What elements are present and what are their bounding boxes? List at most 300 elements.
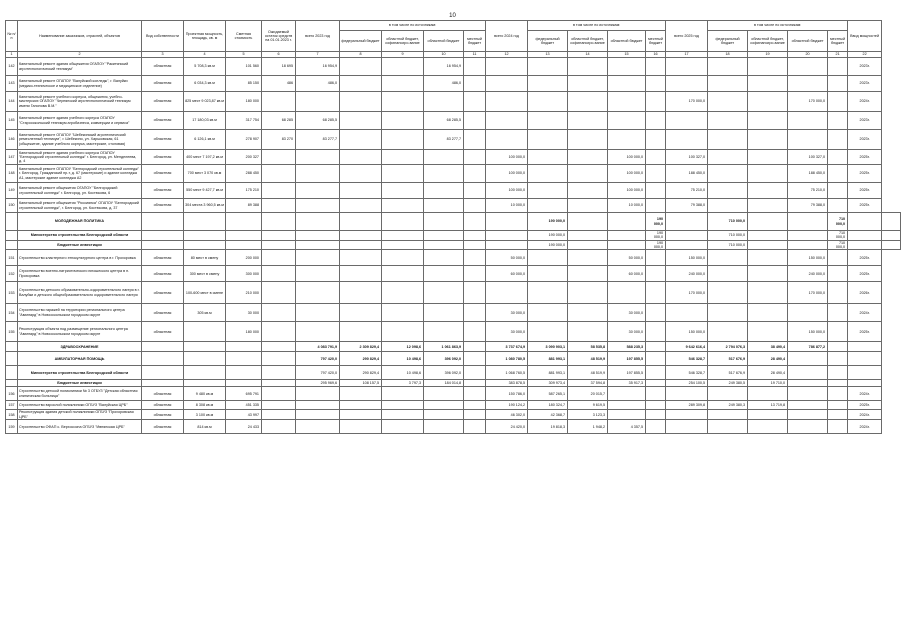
table-cell (708, 58, 748, 76)
table-cell: 89 388 (226, 199, 262, 213)
table-cell: 1 948,2 (568, 420, 608, 434)
table-cell: областная (142, 282, 184, 304)
table-cell: 10 498,6 (382, 352, 424, 366)
table-cell (464, 213, 486, 231)
table-cell (262, 150, 296, 165)
header-cell: федеральный бюджет (340, 31, 382, 52)
table-cell: 550 мест 9 427,7 кв.м (184, 183, 226, 199)
table-cell (528, 76, 568, 92)
table-cell: областная (142, 420, 184, 434)
table-cell: 881 993,1 (528, 366, 568, 380)
table-cell (788, 401, 828, 410)
table-cell: 16 954,9 (296, 58, 340, 76)
table-cell: областная (142, 266, 184, 282)
section-row (6, 240, 901, 250)
table-cell (708, 76, 748, 92)
table-cell: 150 000,0 (666, 322, 708, 342)
column-number-cell: 17 (666, 52, 708, 58)
table-cell (528, 150, 568, 165)
table-cell (708, 266, 748, 282)
header-cell: областной бюджет (788, 31, 828, 52)
table-cell: 797 420,0 (296, 352, 340, 366)
table-cell (424, 199, 464, 213)
table-cell: 289 309,8 (666, 401, 708, 410)
table-cell (296, 231, 340, 241)
table-cell (608, 410, 646, 420)
table-cell (828, 58, 848, 76)
table-cell (296, 266, 340, 282)
table-cell (788, 304, 828, 322)
table-cell: 38 490,4 (748, 342, 788, 352)
header-cell: № п/п (6, 21, 18, 52)
header-cell: областной бюджет, софинансиро-вание (568, 31, 608, 52)
table-cell: 10 498,6 (382, 366, 424, 380)
table-cell (646, 387, 666, 401)
table-cell: 2023г. (848, 76, 882, 92)
table-cell (486, 58, 528, 76)
table-cell: 400 мест 7 197,2 кв.м (184, 150, 226, 165)
table-cell (828, 401, 848, 410)
table-cell (828, 250, 848, 266)
table-cell: 254 100,5 (666, 380, 708, 387)
table-cell (528, 322, 568, 342)
table-cell (262, 352, 296, 366)
table-cell: 100 327,0 (666, 150, 708, 165)
table-cell (646, 322, 666, 342)
table-cell: 197 855,5 (608, 352, 646, 366)
table-cell (646, 58, 666, 76)
table-cell (6, 231, 18, 241)
table-cell: 28 490,4 (748, 366, 788, 380)
table-cell (708, 199, 748, 213)
header-group-row (6, 21, 901, 31)
table-cell: 12 098,6 (382, 342, 424, 352)
table-cell (748, 92, 788, 112)
column-number-cell: 21 (828, 52, 848, 58)
table-cell: 50 000,0 (486, 250, 528, 266)
table-cell (296, 213, 340, 231)
table-cell (568, 240, 608, 250)
table-cell: 200 000 (226, 250, 262, 266)
table-cell: 190 124,2 (486, 401, 528, 410)
table-cell (464, 112, 486, 130)
table-cell: 2024г. (848, 420, 882, 434)
table-cell: 153 (6, 282, 18, 304)
table-cell (788, 76, 828, 92)
table-cell: областная (142, 112, 184, 130)
table-cell: 68 285 (262, 112, 296, 130)
table-cell: 190 000,0 (528, 231, 568, 241)
table-cell (382, 250, 424, 266)
table-cell (568, 112, 608, 130)
table-cell: 2025г. (848, 199, 882, 213)
object-name-cell: Строительство военно-патриотического юношеского центра в п. Прохоровка (18, 266, 142, 282)
table-cell (262, 199, 296, 213)
header-group-label: в том числе по источникам: (708, 21, 848, 31)
table-cell (708, 250, 748, 266)
object-name-cell: Бюджетные инвестиции (18, 240, 142, 250)
table-cell: 150 000,0 (788, 322, 828, 342)
column-number-cell: 6 (262, 52, 296, 58)
column-number-cell: 11 (464, 52, 486, 58)
table-cell (262, 380, 296, 387)
table-cell: 710 000,0 (708, 240, 748, 250)
table-cell (486, 76, 528, 92)
table-cell (788, 58, 828, 76)
table-cell: 249 380,3 (708, 401, 748, 410)
table-cell (296, 322, 340, 342)
table-cell: 150 (6, 199, 18, 213)
header-group-label: в том числе по источникам: (528, 21, 666, 31)
table-cell (828, 282, 848, 304)
table-cell: 24 433 (226, 420, 262, 434)
table-cell: 188 450,0 (788, 165, 828, 183)
table-cell: 383 878,5 (486, 380, 528, 387)
table-cell (464, 304, 486, 322)
table-cell (340, 183, 382, 199)
table-cell: 2025г. (848, 266, 882, 282)
table-cell (340, 420, 382, 434)
table-cell: 9 480 кв.м (184, 387, 226, 401)
table-cell (382, 282, 424, 304)
table-cell: 100 000,0 (608, 183, 646, 199)
table-cell (608, 282, 646, 304)
table-cell (666, 112, 708, 130)
table-cell (568, 130, 608, 150)
table-cell (568, 266, 608, 282)
table-cell: 2 794 076,3 (708, 342, 748, 352)
table-cell: 190 000,0 (646, 240, 666, 250)
table-cell: 4 083 791,9 (296, 342, 340, 352)
table-cell (226, 342, 262, 352)
table-cell (666, 76, 708, 92)
table-cell (464, 352, 486, 366)
table-cell: областная (142, 410, 184, 420)
table-cell: 2024г. (848, 304, 882, 322)
column-number-cell: 20 (788, 52, 828, 58)
table-cell: 3 090 903,1 (528, 342, 568, 352)
table-cell (748, 231, 788, 241)
table-cell (382, 76, 424, 92)
table-cell: областная (142, 150, 184, 165)
table-cell (296, 150, 340, 165)
table-cell (382, 231, 424, 241)
table-cell: 35 917,3 (608, 380, 646, 387)
table-cell (424, 240, 464, 250)
table-cell: 486,0 (424, 76, 464, 92)
table-cell: 17 180,03 кв.м (184, 112, 226, 130)
table-cell (608, 58, 646, 76)
table-cell: 700 мест 3 070 кв.м (184, 165, 226, 183)
table-cell: 4 357,5 (608, 420, 646, 434)
object-name-cell: Капитальный ремонт здания учебного корпуса ОГАПОУ "Белгородский строительный колледж" г. Белгород, ул. Менделеева, д. 4 (18, 150, 142, 165)
table-cell (184, 366, 226, 380)
table-cell: 180 000 (226, 92, 262, 112)
table-cell: 451 335 (226, 401, 262, 410)
table-cell (828, 266, 848, 282)
table-cell: 85 150 (226, 76, 262, 92)
table-cell: 20 015,7 (568, 387, 608, 401)
table-cell: 240 000,0 (788, 266, 828, 282)
table-cell: 190 000,0 (528, 240, 568, 250)
table-cell (568, 150, 608, 165)
table-cell: 1 068 760,5 (486, 366, 528, 380)
table-cell: 1 061 863,9 (424, 342, 464, 352)
table-cell (424, 92, 464, 112)
table-cell (848, 366, 882, 380)
table-cell: 154 (6, 304, 18, 322)
object-name-cell: Капитальный ремонт ОГАПОУ "Шебекинский агротехнический ремесленный техникум", г. Шебекино, ул. Харьковская, 61 (общежитие, здание учебного корпуса, мастерские, столовая) (18, 130, 142, 150)
table-cell: 486,0 (296, 76, 340, 92)
table-cell (382, 240, 424, 250)
table-cell (748, 282, 788, 304)
table-cell (828, 410, 848, 420)
table-cell (708, 420, 748, 434)
table-cell (382, 183, 424, 199)
table-cell (788, 352, 828, 366)
table-cell: 814 кв.м (184, 420, 226, 434)
table-cell (6, 240, 18, 250)
header-cell: всего 2024 год (486, 21, 528, 52)
table-cell (142, 352, 184, 366)
table-cell (828, 342, 848, 352)
table-cell (748, 112, 788, 130)
table-cell: 80 мест в смену (184, 250, 226, 266)
table-cell: 108 157,5 (340, 380, 382, 387)
table-cell (464, 250, 486, 266)
table-cell (788, 380, 828, 387)
header-group-label: в том числе по источникам: (340, 21, 486, 31)
table-cell (748, 183, 788, 199)
table-cell: 79 388,0 (788, 199, 828, 213)
table-cell (382, 92, 424, 112)
table-cell (666, 130, 708, 150)
table-cell: 147 (6, 150, 18, 165)
table-cell: 278 907 (226, 130, 262, 150)
object-name-cell: Строительство детского образовательно-оздоровительного лагеря в г. Валуйки и детского общеобразовательного оздоровительного лагеря (18, 282, 142, 304)
table-cell (666, 213, 708, 231)
table-cell (828, 366, 848, 380)
table-cell: 150 000,0 (788, 250, 828, 266)
section-row (6, 352, 901, 366)
table-cell (6, 213, 18, 231)
table-cell (296, 183, 340, 199)
table-cell: 19 710,0 (748, 380, 788, 387)
header-cell: федеральный бюджет (708, 31, 748, 52)
table-cell (748, 250, 788, 266)
table-cell: областная (142, 322, 184, 342)
table-cell: 546 328,7 (666, 352, 708, 366)
table-cell (340, 322, 382, 342)
table-cell: 396 092,0 (424, 352, 464, 366)
table-cell: 8 308 кв.м (184, 401, 226, 410)
section-row (6, 213, 901, 231)
table-cell (382, 130, 424, 150)
header-cell: всего 2023 год (296, 21, 340, 52)
header-cell: всего 2025 год (666, 21, 708, 52)
object-name-cell: Реконструкция объекта под размещение регионального центра "Авангард" в Новооскольском городском округе (18, 322, 142, 342)
table-cell: 295 969,6 (296, 380, 340, 387)
table-cell (568, 282, 608, 304)
table-cell: 710 000,0 (708, 231, 748, 241)
table-cell (646, 92, 666, 112)
table-cell: 3 123,3 (568, 410, 608, 420)
table-cell (568, 304, 608, 322)
table-cell: 142 (6, 58, 18, 76)
table-cell (666, 410, 708, 420)
table-cell: 30 000,0 (608, 304, 646, 322)
table-cell (464, 282, 486, 304)
table-cell (382, 199, 424, 213)
table-cell (568, 213, 608, 231)
column-number-cell: 8 (340, 52, 382, 58)
table-cell (184, 231, 226, 241)
table-cell: 240 000,0 (666, 266, 708, 282)
table-cell: 18 695 (262, 58, 296, 76)
table-cell (340, 250, 382, 266)
table-cell (608, 92, 646, 112)
table-cell (262, 250, 296, 266)
table-cell (340, 58, 382, 76)
column-number-cell: 22 (848, 52, 882, 58)
table-cell (340, 231, 382, 241)
table-row (6, 322, 901, 342)
table-cell (646, 76, 666, 92)
table-cell: 156 (6, 387, 18, 401)
table-cell (226, 352, 262, 366)
table-cell: 151 (6, 250, 18, 266)
table-cell (608, 76, 646, 92)
column-number-cell: 5 (226, 52, 262, 58)
table-cell: 546 328,7 (666, 366, 708, 380)
table-cell (262, 387, 296, 401)
header-cell: Вид собственности (142, 21, 184, 52)
table-cell (666, 240, 708, 250)
table-cell: 170 000,0 (666, 282, 708, 304)
table-row (6, 150, 901, 165)
table-cell: 152 (6, 266, 18, 282)
table-cell (262, 322, 296, 342)
table-cell: 159 (6, 420, 18, 434)
table-cell (262, 366, 296, 380)
table-cell (424, 387, 464, 401)
object-name-cell: Строительство детской поликлиники № 3 ОГБУЗ "Детская областная клиническая больница" (18, 387, 142, 401)
table-cell: 100-600 мест в смене (184, 282, 226, 304)
table-cell: областная (142, 387, 184, 401)
table-cell: 3 737 674,9 (486, 342, 528, 352)
table-cell: 143 (6, 76, 18, 92)
table-cell (184, 380, 226, 387)
table-cell (828, 130, 848, 150)
table-cell (828, 352, 848, 366)
column-number-cell: 1 (6, 52, 18, 58)
table-cell (748, 76, 788, 92)
table-cell (382, 213, 424, 231)
table-cell (142, 380, 184, 387)
table-cell (568, 76, 608, 92)
table-row (6, 387, 901, 401)
table-cell (828, 387, 848, 401)
table-cell (486, 92, 528, 112)
table-cell: 5 708,3 кв.м (184, 58, 226, 76)
table-cell: 155 (6, 322, 18, 342)
table-cell (382, 112, 424, 130)
table-row (6, 165, 901, 183)
table-cell (568, 250, 608, 266)
table-row (6, 58, 901, 76)
table-cell (142, 366, 184, 380)
table-cell: 149 (6, 183, 18, 199)
table-cell: 180 324,7 (528, 401, 568, 410)
table-cell (296, 410, 340, 420)
table-cell (828, 199, 848, 213)
table-cell (646, 112, 666, 130)
table-cell: 288 450 (226, 165, 262, 183)
table-cell: областная (142, 58, 184, 76)
table-cell: 175 210 (226, 183, 262, 199)
table-cell (608, 112, 646, 130)
investment-table (5, 20, 901, 434)
table-cell (708, 387, 748, 401)
table-cell (424, 183, 464, 199)
table-cell (486, 231, 528, 241)
table-cell: 148 (6, 165, 18, 183)
table-cell (608, 130, 646, 150)
table-cell (382, 304, 424, 322)
object-name-cell: Капитальный ремонт ОГАПОУ "Валуйский колледж", г. Валуйки (медико-техническое и медицинское отделение) (18, 76, 142, 92)
table-cell: областная (142, 401, 184, 410)
table-cell (142, 231, 184, 241)
table-cell (646, 342, 666, 352)
table-cell (788, 213, 828, 231)
table-cell (226, 231, 262, 241)
object-name-cell: МОЛОДЕЖНАЯ ПОЛИТИКА (18, 213, 142, 231)
table-cell (340, 165, 382, 183)
table-row (6, 130, 901, 150)
table-cell: 317 754 (226, 112, 262, 130)
object-name-cell: Капитальный ремонт учебного корпуса, общежития, учебно-мастерских ОГАПОУ "Чернянский агротехнологический техникум имени Гапонова В.М." (18, 92, 142, 112)
table-cell (608, 231, 646, 241)
object-name-cell: Строительство кластерного этнокультурного центра в г. Прохоровка (18, 250, 142, 266)
table-cell (340, 150, 382, 165)
table-cell: 100 000,0 (486, 183, 528, 199)
table-cell (424, 231, 464, 241)
table-cell (748, 304, 788, 322)
table-cell (464, 76, 486, 92)
table-cell (788, 112, 828, 130)
table-cell (382, 401, 424, 410)
table-cell: 249 380,5 (708, 380, 748, 387)
table-cell (340, 240, 382, 250)
table-cell (142, 240, 184, 250)
table-cell: 3 100 кв.м (184, 410, 226, 420)
table-cell (646, 380, 666, 387)
table-cell (646, 266, 666, 282)
column-number-cell: 16 (646, 52, 666, 58)
table-cell: 75 210,0 (788, 183, 828, 199)
table-cell: 2 309 829,4 (340, 342, 382, 352)
table-cell (828, 76, 848, 92)
table-cell (646, 304, 666, 322)
table-cell: 145 (6, 112, 18, 130)
table-cell (568, 199, 608, 213)
table-cell: 150 000,0 (666, 250, 708, 266)
table-cell: 83 277,7 (424, 130, 464, 150)
table-cell (6, 366, 18, 380)
table-cell (882, 213, 901, 231)
table-cell (296, 387, 340, 401)
table-cell: 710 000,0 (828, 213, 848, 231)
